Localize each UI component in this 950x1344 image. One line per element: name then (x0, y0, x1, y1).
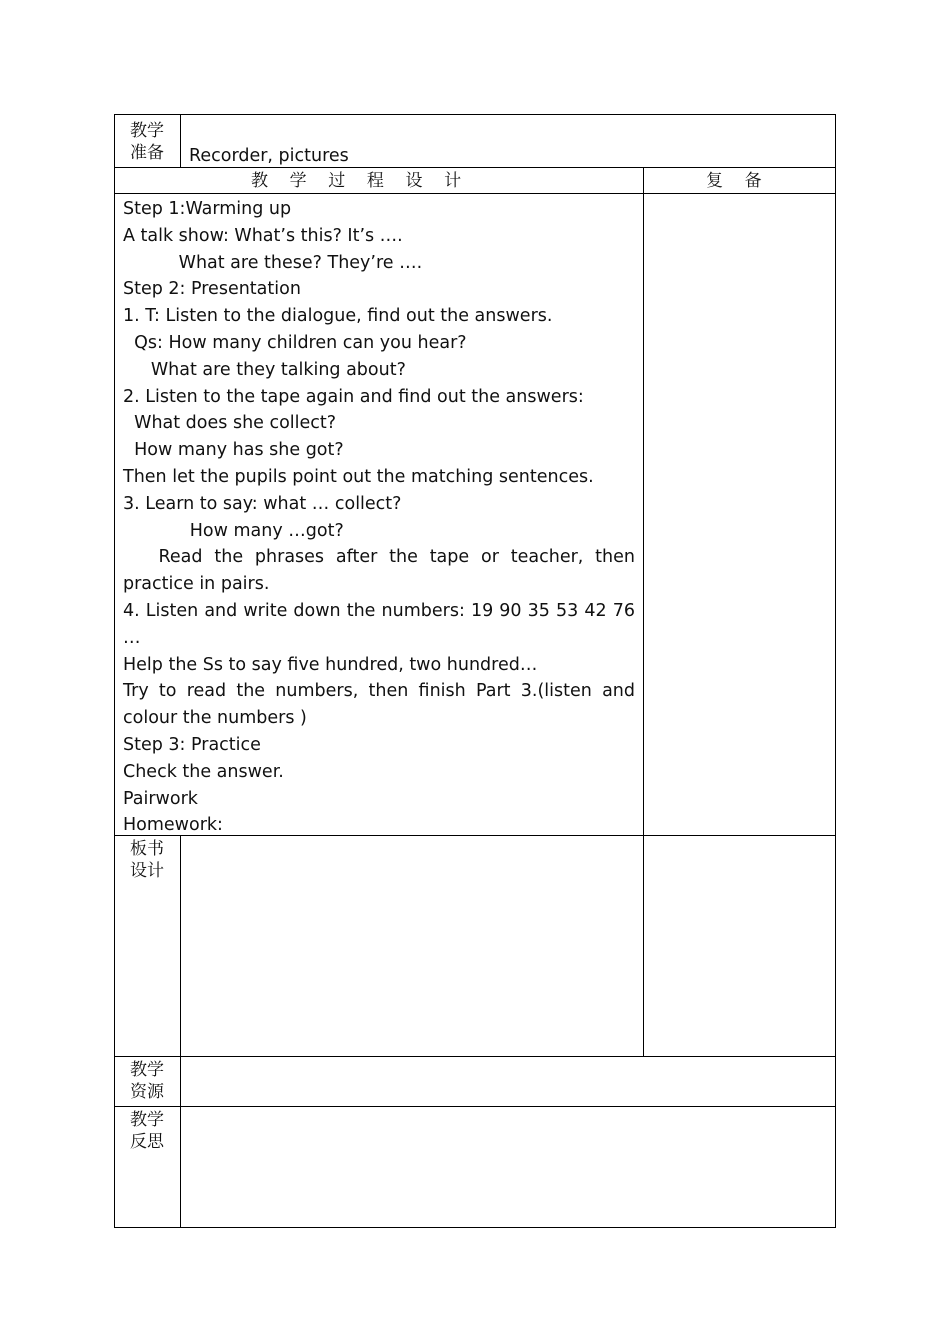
table-border-right (835, 114, 836, 1228)
board-label-line-2: 设计 (130, 861, 164, 881)
board-label-line-1: 板书 (130, 839, 164, 859)
process-header: 教 学 过 程 设 计 (251, 171, 462, 191)
resources-label (115, 1059, 179, 1103)
process-line: What are these? They’re …. (123, 252, 423, 273)
process-line: 4. Listen and write down the numbers: 19 90 35 53 42 76 (123, 600, 635, 621)
process-line: Check the answer. (123, 761, 284, 782)
process-line: practice in pairs. (123, 574, 270, 595)
row-divider (114, 1056, 836, 1057)
prep-label-line-2: 准备 (130, 143, 164, 163)
process-line: Step 3: Practice (123, 734, 261, 755)
table-border-bottom (114, 1227, 836, 1228)
process-line: Qs: How many children can you hear? (123, 332, 467, 353)
prep-label-line-1: 教学 (130, 121, 164, 141)
process-line: 3. Learn to say: what … collect? (123, 493, 402, 514)
process-line: Step 2: Presentation (123, 279, 301, 300)
process-line: 2. Listen to the tape again and find out the answers: (123, 386, 584, 407)
prep-label (115, 120, 179, 164)
resources-label-line-1: 教学 (130, 1060, 164, 1080)
process-line: A talk show: What’s this? It’s …. (123, 225, 403, 246)
process-line: … (123, 627, 141, 648)
label-column-divider (180, 114, 181, 168)
process-line: What does she collect? (123, 413, 337, 434)
process-line: Then let the pupils point out the matching sentences. (123, 466, 594, 487)
review-header: 复 备 (706, 171, 762, 191)
resources-label-line-2: 资源 (130, 1082, 164, 1102)
row-divider (114, 193, 836, 194)
table-border-top (114, 114, 836, 115)
board-design-label (115, 838, 179, 882)
process-line: How many has she got? (123, 440, 344, 461)
process-line: colour the numbers ) (123, 708, 307, 729)
process-line: How many …got? (123, 520, 344, 541)
process-line: Try to read the numbers, then finish Part 3.(listen and (123, 681, 635, 702)
reflection-label-line-1: 教学 (130, 1110, 164, 1130)
process-line: Pairwork (123, 788, 198, 809)
process-line: Homework: (123, 815, 223, 836)
teaching-process-content (123, 196, 635, 839)
label-column-divider (180, 835, 181, 1228)
reflection-label (115, 1109, 179, 1153)
prep-value: Recorder, pictures (189, 146, 349, 166)
row-divider (114, 1106, 836, 1107)
reflection-label-line-2: 反思 (130, 1132, 164, 1152)
process-line: Read the phrases after the tape or teacher, then (123, 547, 635, 568)
process-line: 1. T: Listen to the dialogue, find out the answers. (123, 306, 553, 327)
review-column-divider (643, 167, 644, 1057)
process-line: What are they talking about? (123, 359, 406, 380)
process-line: Help the Ss to say five hundred, two hundred… (123, 654, 538, 675)
process-line: Step 1:Warming up (123, 199, 292, 219)
